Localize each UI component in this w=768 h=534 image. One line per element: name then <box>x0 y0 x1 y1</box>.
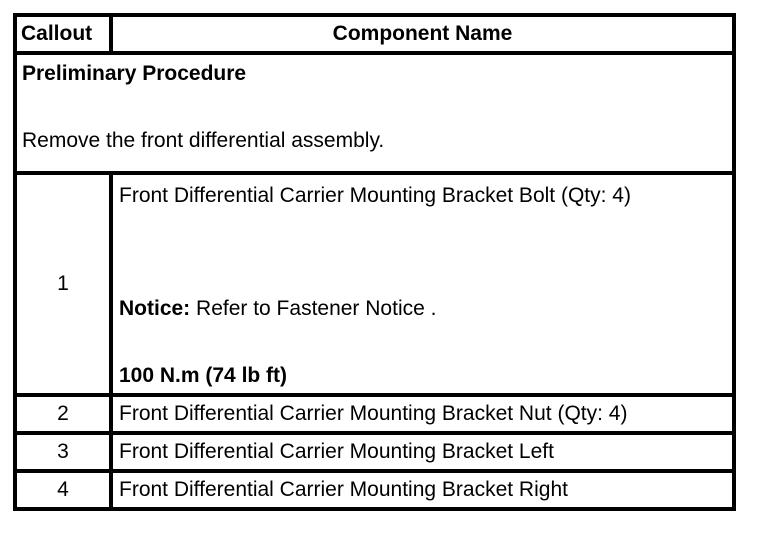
torque-spec: 100 N.m (74 lb ft) <box>119 364 288 388</box>
callout-header: Callout <box>15 15 111 53</box>
preliminary-procedure-row <box>15 53 734 173</box>
notice-line <box>119 296 726 321</box>
preliminary-procedure-title: Preliminary Procedure <box>22 62 247 85</box>
table-row <box>15 433 734 471</box>
callout-number: 2 <box>15 395 111 433</box>
notice-text: Refer to Fastener Notice . <box>190 297 437 321</box>
callout-number: 4 <box>15 471 111 509</box>
table-row <box>15 471 734 509</box>
preliminary-procedure-cell <box>15 53 734 173</box>
callout-number: 1 <box>15 173 111 395</box>
component-table <box>13 13 736 511</box>
component-name-header: Component Name <box>111 15 734 53</box>
table-row <box>15 173 734 395</box>
component-name: Front Differential Carrier Mounting Bracket Nut (Qty: 4) <box>111 395 734 433</box>
component-name: Front Differential Carrier Mounting Bracket Right <box>111 471 734 509</box>
component-cell <box>111 173 734 395</box>
procedure-sheet <box>13 13 736 511</box>
preliminary-procedure-text: Remove the front differential assembly. <box>22 129 385 153</box>
table-row <box>15 395 734 433</box>
component-name: Front Differential Carrier Mounting Bracket Bolt (Qty: 4) <box>119 184 631 207</box>
header-row <box>15 15 734 53</box>
callout-number: 3 <box>15 433 111 471</box>
notice-label: Notice: <box>119 297 191 321</box>
component-name: Front Differential Carrier Mounting Bracket Left <box>111 433 734 471</box>
